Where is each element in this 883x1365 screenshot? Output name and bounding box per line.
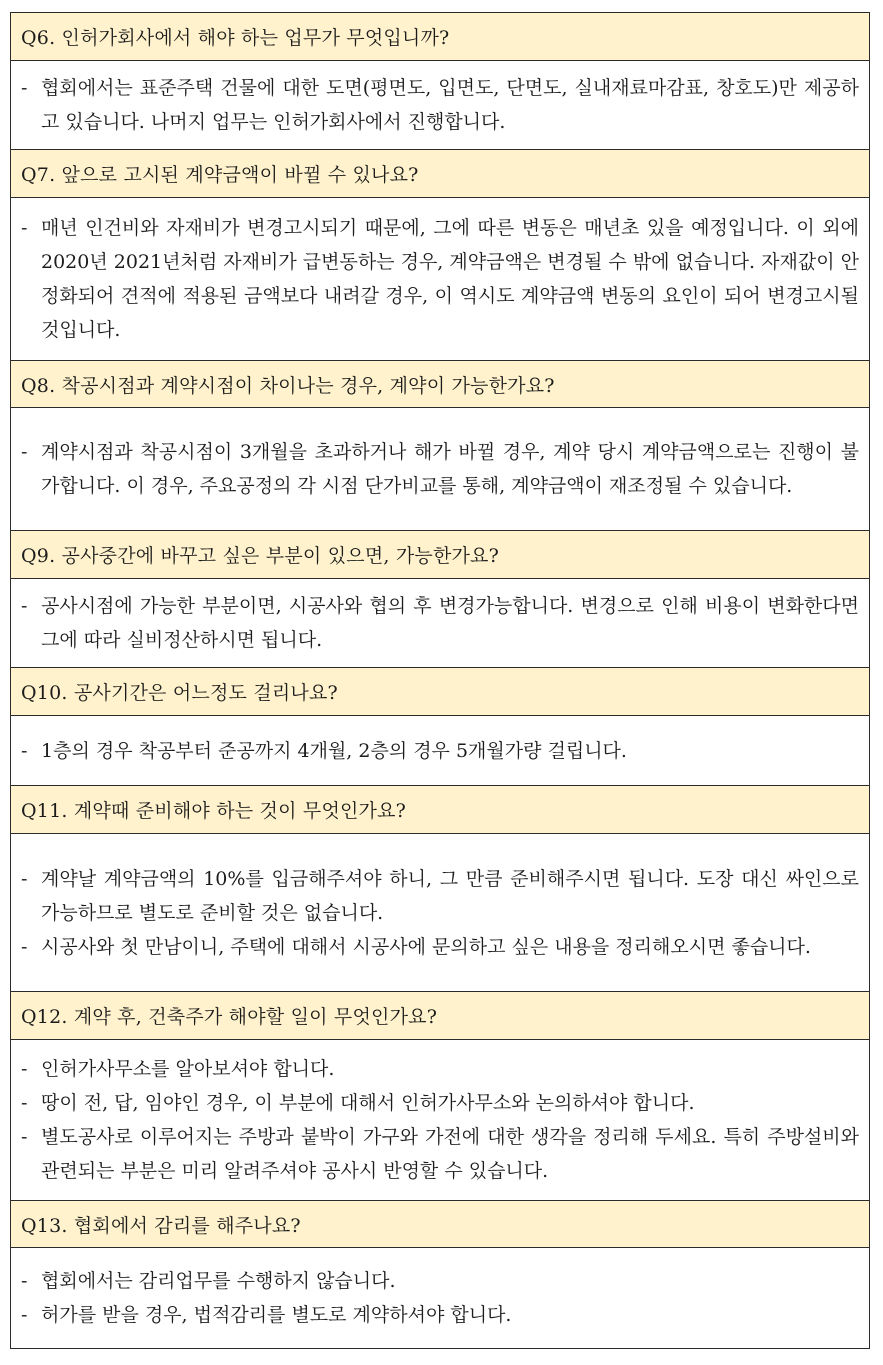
- bullet-dash: -: [21, 1270, 28, 1292]
- answer-text: 1층의 경우 착공부터 준공까지 4개월, 2층의 경우 5개월가량 걸립니다.: [41, 739, 627, 762]
- question-text: Q13. 협회에서 감리를 해주나요?: [21, 1214, 301, 1237]
- question-text: Q6. 인허가회사에서 해야 하는 업무가 무엇입니까?: [21, 27, 450, 49]
- bullet-dash: -: [21, 441, 28, 463]
- bullet-dash: -: [21, 935, 28, 958]
- answer-item: [21, 930, 859, 964]
- answer-row-q9: [11, 579, 869, 668]
- answer-text: 인허가사무소를 알아보셔야 합니다.: [41, 1058, 335, 1080]
- question-row-q10: [11, 668, 869, 716]
- answer-item: [21, 1298, 859, 1332]
- answer-text: 계약날 계약금액의 10%를 입금해주셔야 하니, 그 만큼 준비해주시면 됩니다. 도장 대신 싸인으로 가능하므로 별도로 준비할 것은 없습니다.: [41, 867, 859, 924]
- question-text: Q7. 앞으로 고시된 계약금액이 바뀔 수 있나요?: [21, 164, 419, 186]
- faq-table: [10, 12, 870, 1349]
- bullet-dash: -: [21, 739, 28, 762]
- answer-row-q10: [11, 716, 869, 786]
- bullet-dash: -: [21, 1058, 28, 1080]
- answer-row-q7: [11, 198, 869, 361]
- answer-row-q6: [11, 61, 869, 150]
- question-row-q8: [11, 361, 869, 408]
- answer-item: [21, 71, 859, 139]
- question-row-q12: [11, 992, 869, 1040]
- answer-item: [21, 211, 859, 347]
- question-text: Q12. 계약 후, 건축주가 해야할 일이 무엇인가요?: [21, 1006, 438, 1028]
- answer-text: 별도공사로 이루어지는 주방과 붙박이 가구와 가전에 대한 생각을 정리해 두세요. 특히 주방설비와 관련되는 부분은 미리 알려주셔야 공사시 반영할 수 있습니다.: [41, 1126, 859, 1182]
- question-row-q6: [11, 13, 869, 61]
- question-row-q9: [11, 531, 869, 579]
- answer-item: [21, 1052, 859, 1086]
- answer-item: [21, 1264, 859, 1298]
- question-text: Q10. 공사기간은 어느정도 걸리나요?: [21, 682, 338, 704]
- answer-text: 공사시점에 가능한 부분이면, 시공사와 협의 후 변경가능합니다. 변경으로 인해 비용이 변화한다면 그에 따라 실비정산하시면 됩니다.: [41, 595, 859, 651]
- answer-item: [21, 435, 859, 503]
- bullet-dash: -: [21, 1092, 28, 1114]
- bullet-dash: -: [21, 1304, 28, 1326]
- bullet-dash: -: [21, 867, 28, 890]
- question-text: Q8. 착공시점과 계약시점이 차이나는 경우, 계약이 가능한가요?: [21, 374, 555, 397]
- answer-text: 협회에서는 감리업무를 수행하지 않습니다.: [41, 1270, 396, 1292]
- answer-item: [21, 1120, 859, 1188]
- answer-text: 계약시점과 착공시점이 3개월을 초과하거나 해가 바뀔 경우, 계약 당시 계약금액으로는 진행이 불가합니다. 이 경우, 주요공정의 각 시점 단가비교를 통해, 계약금액이 재조정될 수 있습니다.: [41, 441, 859, 497]
- answer-item: [21, 1086, 859, 1120]
- answer-item: [21, 862, 859, 930]
- answer-row-q12: [11, 1040, 869, 1201]
- question-row-q13: [11, 1201, 869, 1248]
- answer-text: 시공사와 첫 만남이니, 주택에 대해서 시공사에 문의하고 싶은 내용을 정리해오시면 좋습니다.: [41, 935, 811, 958]
- answer-text: 허가를 받을 경우, 법적감리를 별도로 계약하셔야 합니다.: [41, 1304, 512, 1326]
- answer-text: 협회에서는 표준주택 건물에 대한 도면(평면도, 입면도, 단면도, 실내재료마감표, 창호도)만 제공하고 있습니다. 나머지 업무는 인허가회사에서 진행합니다.: [41, 77, 859, 133]
- question-text: Q9. 공사중간에 바꾸고 싶은 부분이 있으면, 가능한가요?: [21, 545, 500, 567]
- answer-row-q8: [11, 408, 869, 531]
- answer-text: 매년 인건비와 자재비가 변경고시되기 때문에, 그에 따른 변동은 매년초 있을 예정입니다. 이 외에 2020년 2021년처럼 자재비가 급변동하는 경우, 계약금액은 변경될 수 밖에 없습니다. 자재값이 안정화되어 견적에 적용된 금액보다 내려갈 경우, 이 역시도 계약금액 변동의 요인이 되어 변경고시될 것입니다.: [41, 217, 859, 341]
- bullet-dash: -: [21, 1126, 28, 1148]
- question-row-q7: [11, 150, 869, 198]
- question-text: Q11. 계약때 준비해야 하는 것이 무엇인가요?: [21, 800, 407, 822]
- answer-row-q11: [11, 834, 869, 992]
- bullet-dash: -: [21, 217, 28, 239]
- answer-row-q13: [11, 1248, 869, 1348]
- bullet-dash: -: [21, 77, 28, 99]
- question-row-q11: [11, 786, 869, 834]
- answer-item: [21, 734, 859, 768]
- bullet-dash: -: [21, 595, 28, 617]
- answer-text: 땅이 전, 답, 임야인 경우, 이 부분에 대해서 인허가사무소와 논의하셔야 합니다.: [41, 1092, 695, 1114]
- answer-item: [21, 589, 859, 657]
